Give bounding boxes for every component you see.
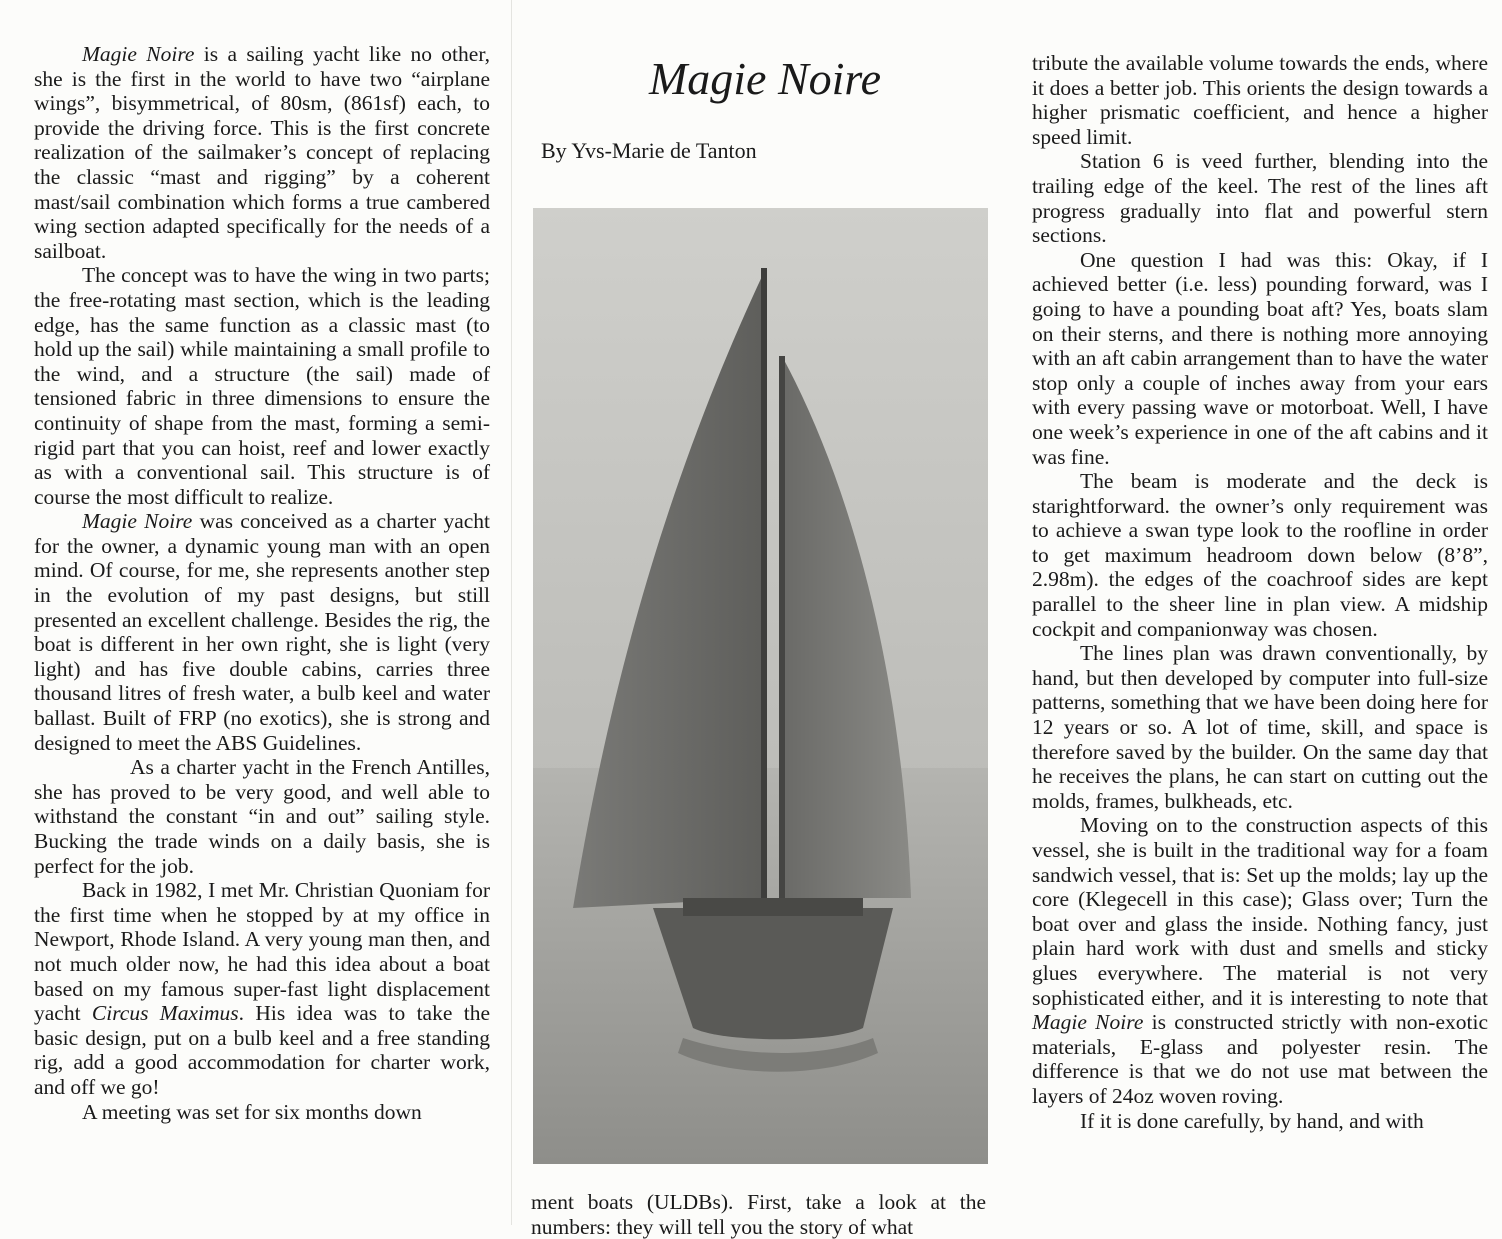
right-wing-sail	[783, 358, 911, 898]
right-paragraph-1: tribute the available volume towards the ends, where it does a better job. This orients the design towards a higher prismatic coefficient, and hence a higher speed limit.	[1032, 51, 1488, 149]
right-column	[1032, 51, 1488, 1133]
deck-crew	[683, 898, 863, 916]
left-paragraph-4: As a charter yacht in the French Antilles, she has proved to be very good, and well able to withstand the constant “in and out” sailing style. Bucking the trade winds on a daily basis, she is perfect for the job.	[34, 755, 490, 878]
forward-mast	[761, 268, 767, 908]
left-paragraph-5-text-a: Back in 1982, I met Mr. Christian Quoniam for the first time when he stopped by at my office in Newport, Rhode Island. A very young man then, and not much older now, he had this idea about a boat based on my famous super-fast light displacement yacht	[34, 878, 490, 1026]
right-paragraph-6-text-b: is constructed strictly with non-exotic materials, E-glass and polyester resin. The difference is that we do not use mat between the layers of 24oz woven roving.	[1032, 1010, 1488, 1108]
left-paragraph-6: A meeting was set for six months down	[82, 1099, 422, 1124]
yacht-name: Magie Noire	[82, 509, 193, 534]
yacht-name: Magie Noire	[1032, 1010, 1144, 1035]
right-paragraph-5: The lines plan was drawn conventionally, by hand, but then developed by computer into full-size patterns, something that we have been doing here for 12 years or so. A lot of time, skill, and space is therefore saved by the builder. On the same day that he receives the plans, he can start on cutting out the molds, frames, bulkheads, etc.	[1032, 641, 1488, 813]
right-paragraph-6	[1032, 813, 1488, 1108]
middle-paragraph: ment boats (ULDBs). First, take a look at the numbers: they will tell you the story of what	[531, 1190, 986, 1239]
yacht-name: Circus Maximus	[91, 1001, 239, 1026]
sailboat-illustration	[533, 208, 988, 1164]
aft-mast	[779, 356, 785, 906]
right-paragraph-4: The beam is moderate and the deck is starightforward. the owner’s only requirement was to achieve a swan type look to the roofline in order to get maximum headroom down below (8’8”, 2.98m). the edges of the coachroof sides are kept parallel to the sheer line in plan view. A midship cockpit and companionway was chosen.	[1032, 469, 1488, 641]
left-paragraph-5-text-b: . His idea was to take the basic design, put on a bulb keel and a free standing rig, add a good accommodation for charter work, and off we go!	[34, 1001, 490, 1099]
byline: By Yvs-Marie de Tanton	[541, 138, 757, 163]
page-gutter-line	[511, 0, 512, 1225]
left-wing-sail	[573, 270, 765, 908]
left-column	[34, 42, 490, 1124]
yacht-name: Magie Noire	[82, 42, 195, 66]
right-paragraph-6-text-a: Moving on to the construction aspects of this vessel, she is built in the traditional way for a foam sandwich vessel, that is: Set up the molds; lay up the core (Klegecell in this case); Glass over; Turn the boat over and glass the inside. Nothing fancy, just plain hard work with dust and smells and sticky glues everywhere. The material is not very sophisticated either, and it is interesting to note that	[1032, 813, 1488, 1010]
sailboat-photo	[533, 208, 988, 1164]
left-paragraph-5	[34, 878, 490, 1099]
left-paragraph-3-text: was conceived as a charter yacht for the owner, a dynamic young man with an open mind. Of course, for me, she represents another step in the evolution of my past designs, but still presented an excellent challenge. Besides the rig, the boat is different in her own right, she is light (very light) and has five double cabins, carries three thousand litres of fresh water, a bulb keel and water ballast. Built of FRP (no exotics), she is strong and designed to meet the ABS Guidelines.	[34, 509, 490, 755]
right-paragraph-3: One question I had was this: Okay, if I achieved better (i.e. less) pounding forward, was I going to have a pounding boat aft? Yes, boats slam on their sterns, and there is nothing more annoying with an aft cabin arrangement than to have the water stop only a couple of inches away from your ears with every passing wave or motorboat. Well, I have one week’s experience in one of the aft cabins and it was fine.	[1032, 247, 1488, 469]
left-paragraph-3	[34, 509, 490, 755]
article-title: Magie Noire	[648, 53, 882, 104]
right-paragraph-7: If it is done carefully, by hand, and with	[1080, 1108, 1424, 1133]
left-paragraph-2: The concept was to have the wing in two parts; the free-rotating mast section, which is the leading edge, has the same function as a classic mast (to hold up the sail) while maintaining a small profile to the wind, and a structure (the sail) made of tensioned fabric in three dimensions to ensure the continuity of shape from the mast, forming a semi-rigid part that you can hoist, reef and lower exactly as with a conventional sail. This structure is of course the most difficult to realize.	[34, 263, 490, 509]
middle-column-text	[531, 1190, 986, 1239]
left-paragraph-1	[34, 42, 490, 263]
right-paragraph-2: Station 6 is veed further, blending into the trailing edge of the keel. The rest of the lines aft progress gradually into flat and powerful stern sections.	[1032, 149, 1488, 248]
left-paragraph-1-text: is a sailing yacht like no other, she is the first in the world to have two “airplane wings”, bisymmetrical, of 80sm, (861sf) each, to provide the driving force. This is the first concrete realization of the sailmaker’s concept of replacing the classic “mast and rigging” by a coherent mast/sail combination which forms a true cambered wing section adapted specifically for the needs of a sailboat.	[34, 42, 490, 263]
